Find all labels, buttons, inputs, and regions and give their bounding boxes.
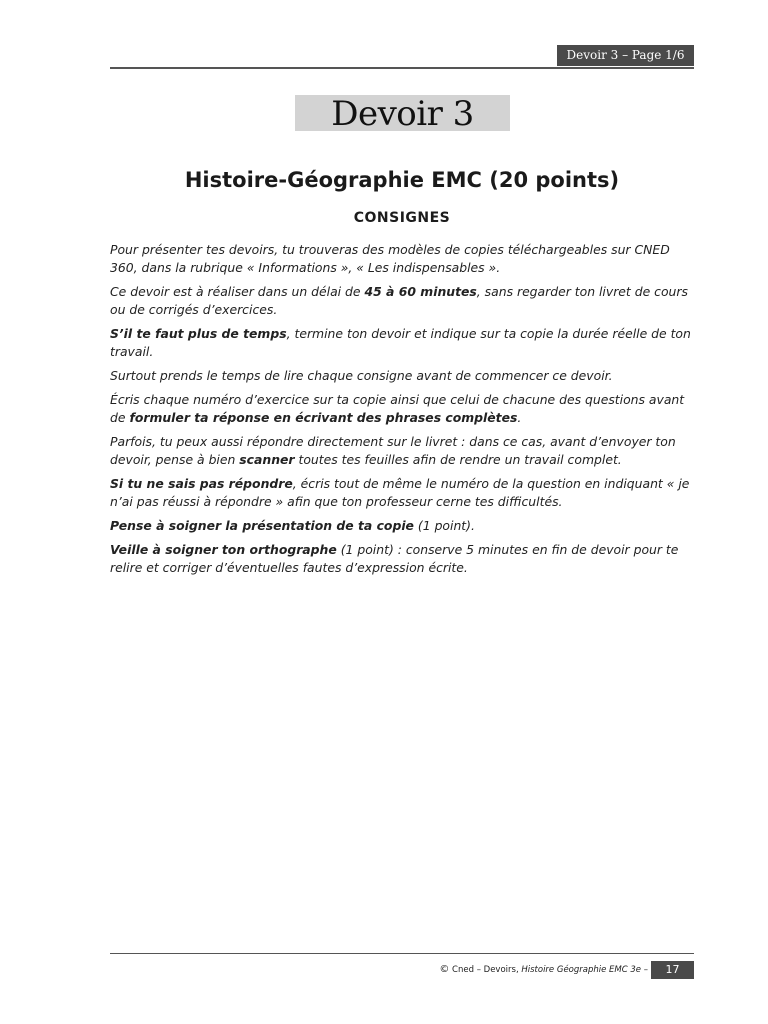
instruction-paragraph-4: Surtout prends le temps de lire chaque consigne avant de commencer ce devoir. xyxy=(110,368,613,383)
page-title: Devoir 3 xyxy=(331,94,474,134)
footer-credit: © Cned – Devoirs, Histoire Géographie EMC 3e – xyxy=(439,964,648,975)
title-box xyxy=(295,94,510,134)
instruction-paragraph-9: Veille à soigner ton orthographe (1 point) : conserve 5 minutes en fin de devoir pour te relire et corriger d’éventuelles fautes d’expression écrite. xyxy=(110,542,679,575)
instruction-paragraph-8: Pense à soigner la présentation de ta copie (1 point). xyxy=(110,518,475,533)
instruction-paragraph-1: Pour présenter tes devoirs, tu trouveras des modèles de copies téléchargeables sur CNED 360, dans la rubrique « Informations », « Les indispensables ». xyxy=(110,242,670,275)
instructions-block xyxy=(110,241,700,583)
instruction-paragraph-5: Écris chaque numéro d’exercice sur ta copie ainsi que celui de chacune des questions avant de formuler ta réponse en écrivant des phrases complètes. xyxy=(110,392,685,425)
subject-heading: Histoire-Géographie EMC (20 points) xyxy=(184,168,620,192)
instruction-paragraph-3: S’il te faut plus de temps, termine ton devoir et indique sur ta copie la durée réelle de ton travail. xyxy=(110,326,691,359)
footer-divider xyxy=(110,953,694,954)
copyright-icon: © xyxy=(439,964,450,975)
page-number: 17 xyxy=(651,961,694,979)
header-divider xyxy=(110,67,694,69)
instruction-paragraph-2: Ce devoir est à réaliser dans un délai de 45 à 60 minutes, sans regarder ton livret de cours ou de corrigés d’exercices. xyxy=(110,284,688,317)
instruction-paragraph-6: Parfois, tu peux aussi répondre directement sur le livret : dans ce cas, avant d’envoyer ton devoir, pense à bien scanner toutes tes feuilles afin de rendre un travail complet. xyxy=(110,434,676,467)
page-header-tab: Devoir 3 – Page 1/6 xyxy=(557,45,694,66)
section-heading-consignes: CONSIGNES xyxy=(353,210,451,226)
instruction-paragraph-7: Si tu ne sais pas répondre, écris tout de même le numéro de la question en indiquant « je n’ai pas réussi à répondre » afin que ton professeur cerne tes difficultés. xyxy=(110,476,690,509)
